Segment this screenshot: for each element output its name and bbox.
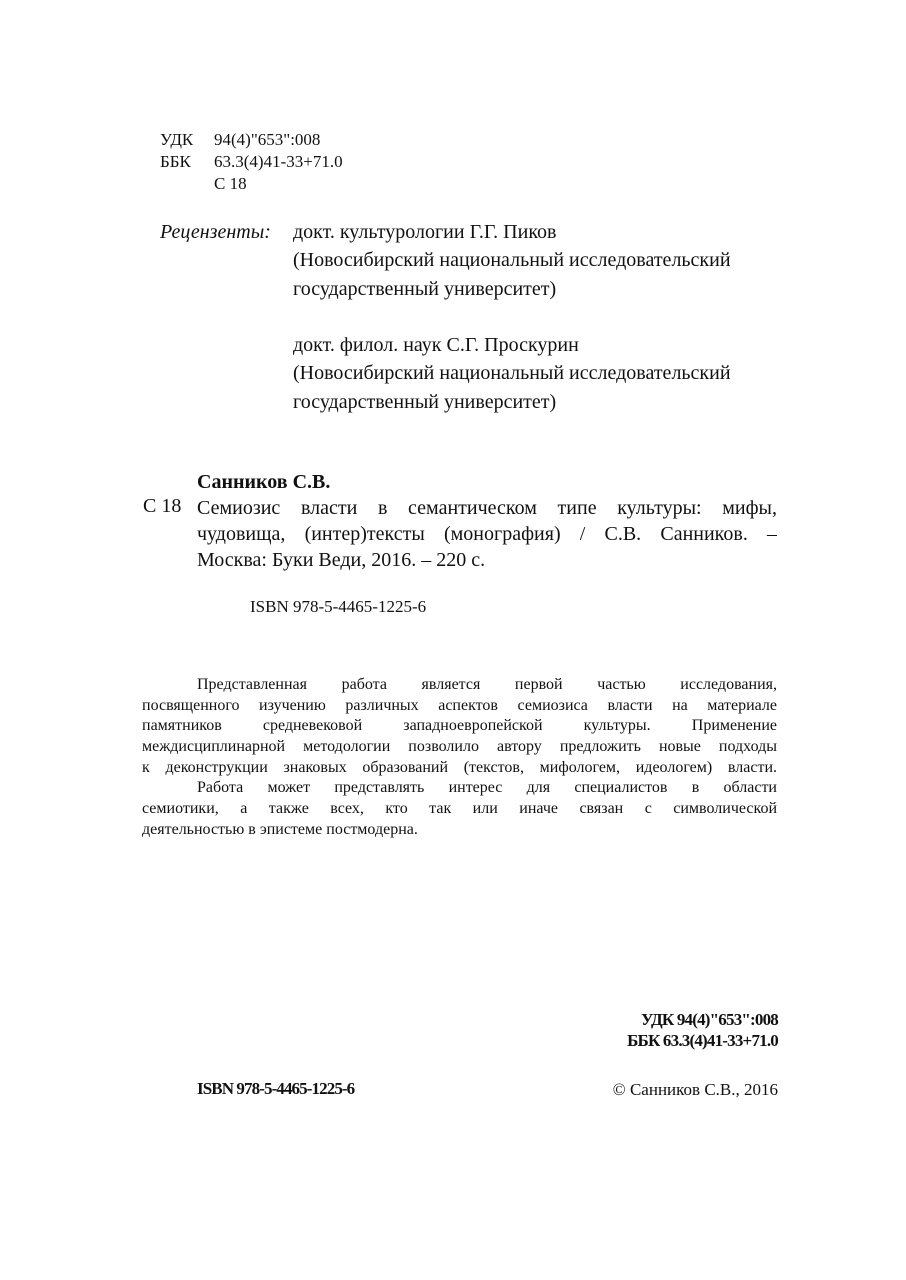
reviewers-label: Рецензенты:	[160, 221, 271, 243]
card-description-line-3: Москва: Буки Веди, 2016. – 220 с.	[197, 549, 486, 571]
reviewer-2-affiliation-line-2: государственный университет)	[293, 391, 557, 413]
annotation-line-5: к деконструкции знаковых образований (текстов, мифологем, идеологем) власти.	[142, 758, 777, 776]
annotation-line-6: Работа может представлять интерес для специалистов в области	[197, 779, 777, 797]
reviewer-1-affiliation-line-2: государственный университет)	[293, 278, 557, 300]
reviewer-1-affiliation-line-1: (Новосибирский национальный исследовательский	[293, 249, 731, 271]
card-author-mark: С 18	[143, 495, 182, 517]
annotation-line-8: деятельностью в эпистеме постмодерна.	[142, 820, 418, 838]
annotation-line-7: семиотики, а также всех, кто так или иначе связан с символической	[142, 800, 777, 818]
bbk-value: 63.3(4)41-33+71.0	[214, 152, 343, 171]
bottom-udc: УДК 94(4)"653":008	[641, 1010, 778, 1029]
annotation-line-4: междисциплинарной методологии позволило автору предложить новые подходы	[142, 738, 777, 756]
bottom-classification	[627, 1009, 778, 1051]
bbk-code-line	[160, 151, 343, 173]
card-isbn: ISBN 978-5-4465-1225-6	[250, 597, 427, 616]
reviewer-2-name: докт. филол. наук С.Г. Проскурин	[293, 334, 579, 356]
udc-value: 94(4)"653":008	[214, 130, 321, 149]
udc-label: УДК	[160, 130, 194, 149]
annotation	[142, 675, 777, 841]
bbk-label: ББК	[160, 152, 191, 171]
annotation-line-2: посвященного изучению различных аспектов семиозиса власти на материале	[142, 696, 777, 714]
card-description-line-2: чудовища, (интер)тексты (монография) / С.В. Санников. –	[197, 523, 777, 545]
card-description	[197, 495, 777, 573]
author-mark-value: С 18	[214, 174, 247, 193]
author-mark-line	[160, 173, 247, 195]
card-description-line-1: Семиозис власти в семантическом типе культуры: мифы,	[197, 497, 777, 519]
copyright-notice: © Санников С.В., 2016	[612, 1080, 778, 1099]
reviewer-2-affiliation-line-1: (Новосибирский национальный исследовательский	[293, 362, 731, 384]
reviewer-1-name: докт. культурологии Г.Г. Пиков	[293, 221, 557, 243]
annotation-line-1: Представленная работа является первой частью исследования,	[197, 676, 777, 693]
annotation-line-3: памятников средневековой западноевропейской культуры. Применение	[142, 717, 777, 735]
udc-code-line	[160, 129, 320, 151]
card-author: Санников С.В.	[197, 471, 331, 493]
bottom-bbk: ББК 63.3(4)41-33+71.0	[627, 1031, 778, 1050]
bottom-isbn: ISBN 978-5-4465-1225-6	[197, 1079, 355, 1098]
